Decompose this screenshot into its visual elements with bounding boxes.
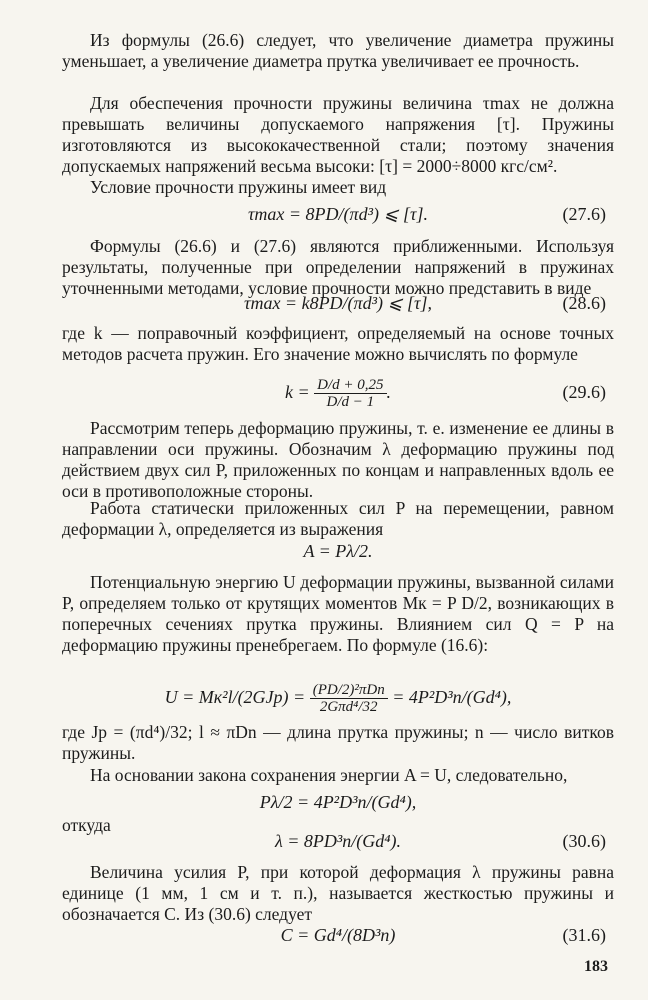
paragraph-8: Потенциальную энергию U деформации пружины, вызванной силами P, определяем только от крутящих моментов Mк = P D/2, возникающих в поперечных сечениях прутка пружины. Влиянием сил Q = P на деформацию пружины пренебрегаем. По формуле (16.6): <box>62 572 614 655</box>
equation-29-6-numerator: D/d + 0,25 <box>314 377 386 394</box>
equation-28-6 <box>62 288 614 318</box>
equation-energy-denominator: 2Gπd⁴/32 <box>319 699 378 716</box>
equation-27-6-formula: τmax = 8PD/(πd³) ⩽ [τ]. <box>247 204 428 224</box>
equation-27-6-number: (27.6) <box>562 204 606 224</box>
equation-30-6 <box>62 826 614 856</box>
equation-energy <box>62 677 614 717</box>
paragraph-1: Из формулы (26.6) следует, что увеличение диаметра пружины уменьшает, а увеличение диаметра прутка увеличивает ее прочность. <box>62 30 614 71</box>
paragraph-6: Рассмотрим теперь деформацию пружины, т. е. изменение ее длины в направлении оси пружины. Обозначим λ деформацию пружины под действием двух сил P, приложенных по концам и направленных вдоль ее оси в противоположные стороны. <box>62 418 614 501</box>
paragraph-5: где k — поправочный коэффициент, определяемый на основе точных методов расчета пружин. Его значение можно вычислять по формуле <box>62 323 614 364</box>
equation-29-6-formula: k = $\frac{D/d + 0,25}{D/d - 1}$ . <box>284 377 391 411</box>
equation-30-6-number: (30.6) <box>562 831 606 851</box>
page-number: 183 <box>584 958 608 975</box>
equation-energy-fraction <box>310 682 388 715</box>
equation-31-6-number: (31.6) <box>562 925 606 945</box>
equation-29-6 <box>62 372 614 412</box>
equation-29-6-fraction <box>314 377 386 410</box>
equation-31-6 <box>62 920 614 950</box>
equation-29-6-denominator: D/d − 1 <box>326 394 375 411</box>
equation-energy-part2: = 4P²D³n/(Gd⁴), <box>392 687 512 707</box>
paragraph-7: Работа статически приложенных сил P на перемещении, равном деформации λ, определяется из выражения <box>62 498 614 539</box>
equation-30-6-formula: λ = 8PD³n/(Gd⁴). <box>274 831 402 851</box>
equation-energy-numerator: (PD/2)²πDn <box>310 682 388 699</box>
equation-28-6-formula: τmax = k8PD/(πd³) ⩽ [τ], <box>244 293 432 313</box>
equation-work <box>62 536 614 566</box>
equation-work-formula: A = Pλ/2. <box>303 541 373 561</box>
paragraph-3: Условие прочности пружины имеет вид <box>90 177 387 197</box>
equation-energy-part1: U = Mк²l/(2GJp) = <box>164 687 306 707</box>
equation-conservation-formula: Pλ/2 = 4P²D³n/(Gd⁴), <box>259 792 417 812</box>
equation-29-6-lhs: k = <box>284 382 310 402</box>
paragraph-12: Величина усилия P, при которой деформация λ пружины равна единице (1 мм, 1 см и т. п.), называется жесткостью пружины и обозначается C. Из (30.6) следует <box>62 862 614 924</box>
paragraph-10: На основании закона сохранения энергии A = U, следовательно, <box>90 765 568 785</box>
equation-28-6-number: (28.6) <box>562 293 606 313</box>
equation-conservation <box>62 787 614 817</box>
paragraph-2: Для обеспечения прочности пружины величина τmax не должна превышать величины допускаемого напряжения [τ]. Пружины изготовляются из высококачественной стали; поэтому значения допускаемых напряжений весьма высоки: [τ] = 2000÷8000 кгс/см². <box>62 93 614 176</box>
equation-31-6-formula: C = Gd⁴/(8D³n) <box>280 925 396 945</box>
equation-29-6-number: (29.6) <box>562 382 606 402</box>
paragraph-11: откуда <box>62 815 111 835</box>
paragraph-9: где Jp = (πd⁴)/32; l ≈ πDn — длина прутка пружины; n — число витков пружины. <box>62 722 614 763</box>
paragraph-4: Формулы (26.6) и (27.6) являются приближенными. Используя результаты, полученные при определении напряжений в пружинах уточненными методами, условие прочности можно представить в виде <box>62 236 614 298</box>
equation-energy-formula <box>62 677 614 717</box>
equation-27-6 <box>62 199 614 229</box>
